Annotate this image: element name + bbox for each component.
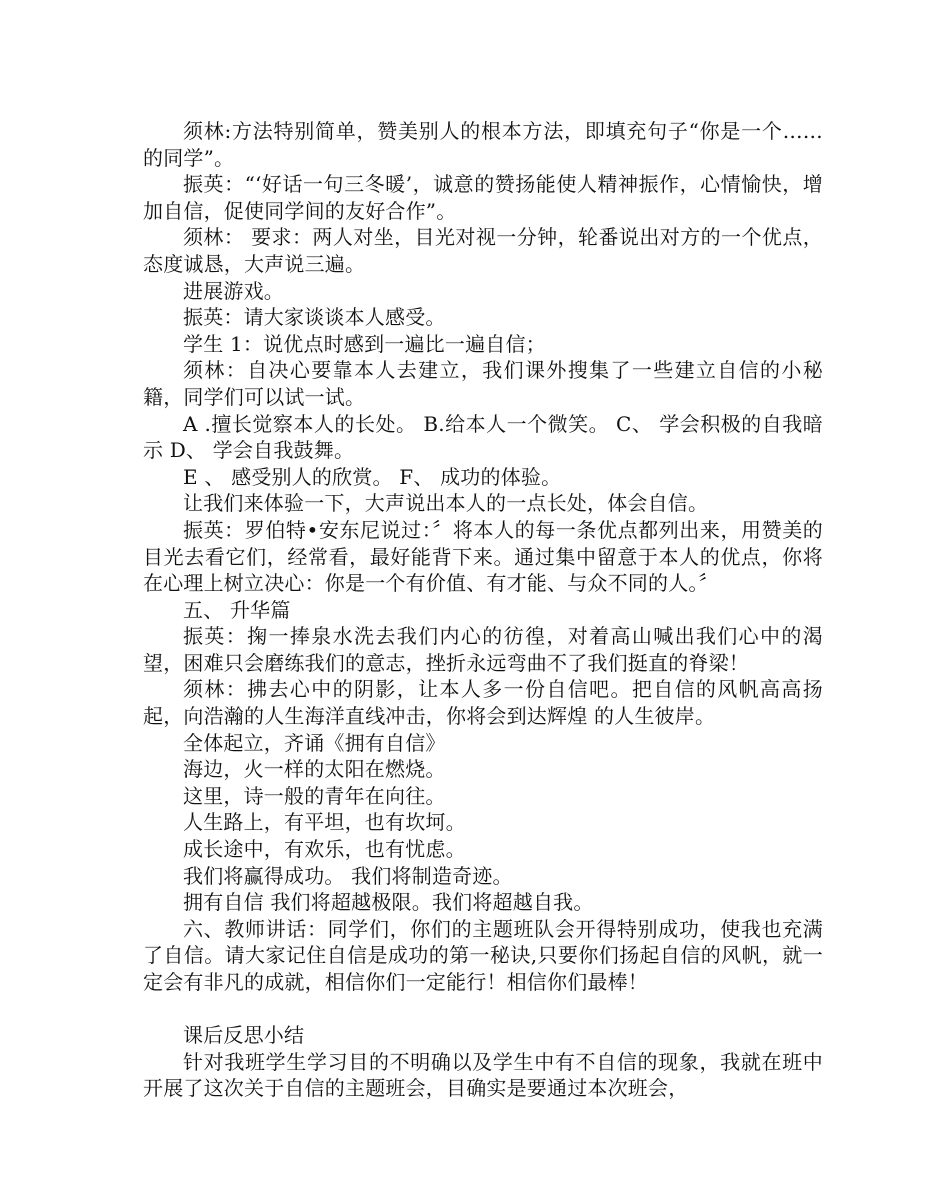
paragraph: 振英：掬一捧泉水洗去我们内心的彷徨，对着高山喊出我们心中的渴望，困难只会磨练我们的意志，挫折永远弯曲不了我们挺直的脊梁！ <box>143 624 823 675</box>
document-body <box>143 118 823 1102</box>
poem-line: 我们将赢得成功。 我们将制造奇迹。 <box>183 863 513 888</box>
poem-line: 这里，诗一般的青年在向往。 <box>183 783 446 808</box>
section-heading: 五、 升华篇 <box>183 597 291 622</box>
paragraph: 针对我班学生学习目的不明确以及学生中有不自信的现象，我就在班中开展了这次关于自信的主题班会，目确实是要通过本次班会， <box>143 1049 823 1101</box>
section-heading: 课后反思小结 <box>183 1023 305 1048</box>
paragraph: A .擅长觉察本人的长处。 B.给本人一个微笑。 C、 学会积极的自我暗示 D、 学会自我鼓舞。 <box>143 411 823 463</box>
poem-line: 人生路上，有平坦，也有坎坷。 <box>183 810 466 835</box>
poem-title-line: 全体起立，齐诵《拥有自信》 <box>183 730 446 755</box>
paragraph: 学生 1：说优点时感到一遍比一遍自信； <box>183 331 546 356</box>
poem-line: 海边，火一样的太阳在燃烧。 <box>183 757 446 782</box>
paragraph: 进展游戏。 <box>183 278 284 303</box>
paragraph: 须林： 要求：两人对坐，目光对视一分钟，轮番说出对方的一个优点，态度诚恳，大声说三遍。 <box>143 225 823 276</box>
paragraph: 须林：拂去心中的阴影，让本人多一份自信吧。把自信的风帆高高扬起，向浩瀚的人生海洋直线冲击，你将会到达辉煌 的人生彼岸。 <box>143 677 823 729</box>
poem-line: 成长途中，有欢乐，也有忧虑。 <box>183 837 466 862</box>
paragraph: 六、教师讲话：同学们，你们的主题班队会开得特别成功，使我也充满了自信。请大家记住自信是成功的第一秘诀,只要你们扬起自信的风帆，就一定会有非凡的成就，相信你们一定能行！相信你们最棒！ <box>143 916 823 994</box>
paragraph: E 、 感受别人的欣赏。 F、 成功的体验。 <box>183 464 562 489</box>
paragraph: 须林:方法特别简单，赞美别人的根本方法，即填充句子“你是一个……的同学”。 <box>143 119 823 170</box>
paragraph: 振英：罗伯特•安东尼说过：〞将本人的每一条优点都列出来，用赞美的目光去看它们，经常看，最好能背下来。通过集中留意于本人的优点，你将在心理上树立决心：你是一个有价值、有才能、与众不同的人。〞 <box>143 517 823 596</box>
paragraph: 让我们来体验一下，大声说出本人的一点长处，体会自信。 <box>183 491 709 516</box>
paragraph: 须林：自决心要靠本人去建立，我们课外搜集了一些建立自信的小秘籍，同学们可以试一试。 <box>143 358 823 409</box>
paragraph: 振英：请大家谈谈本人感受。 <box>183 305 446 330</box>
poem-line: 拥有自信 我们将超越极限。我们将超越自我。 <box>183 890 594 915</box>
paragraph: 振英：“‘好话一句三冬暖’，诚意的赞扬能使人精神振作，心情愉快，增加自信，促使同学间的友好合作”。 <box>143 172 823 223</box>
